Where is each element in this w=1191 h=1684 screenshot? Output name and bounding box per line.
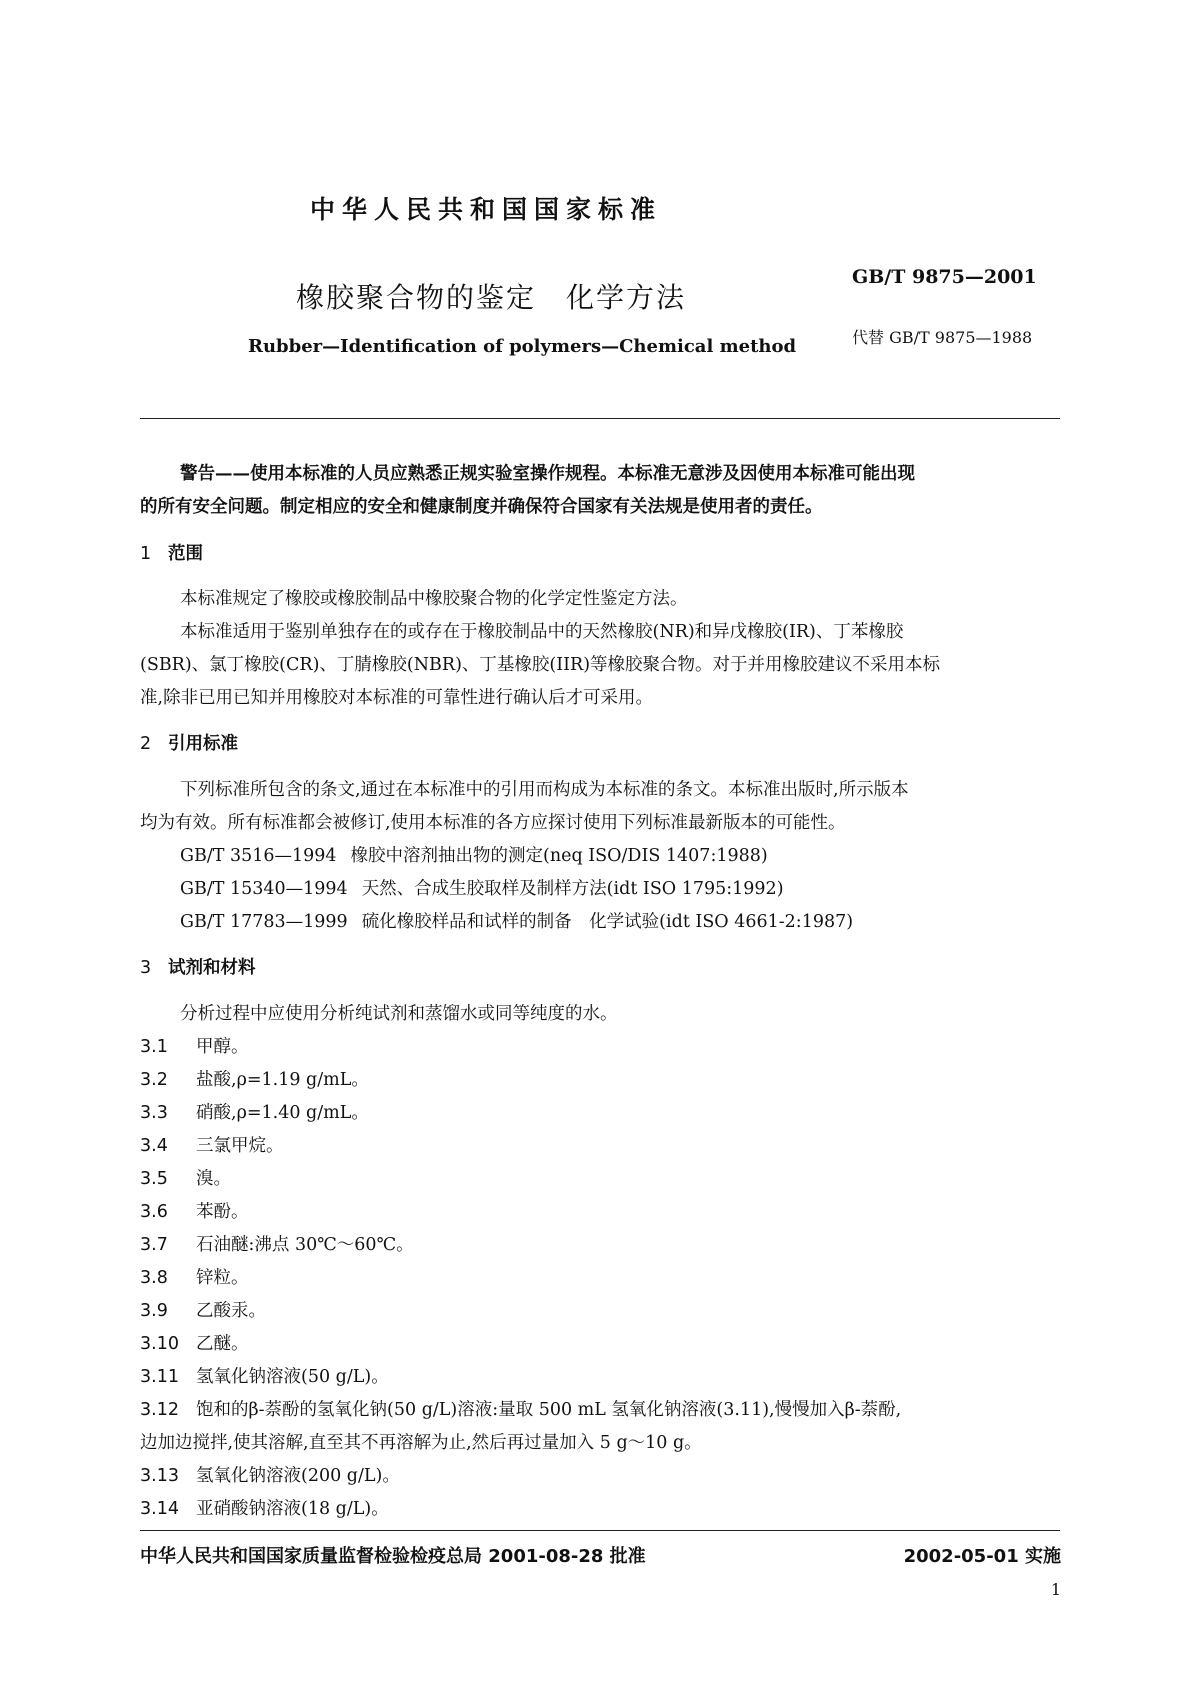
- reagent-item: [140, 1462, 400, 1487]
- section-1-heading: [140, 540, 203, 565]
- implementation-date: 2002-05-01 实施: [903, 1546, 1061, 1567]
- reagent-text: 亚硝酸钠溶液(18 g/L)。: [196, 1499, 389, 1519]
- footer-divider: [140, 1530, 1060, 1531]
- reagent-item-continuation: 边加边搅拌,使其溶解,直至其不再溶解为止,然后再过量加入 5 g～10 g。: [140, 1433, 702, 1453]
- reagent-text: 氢氧化钠溶液(50 g/L)。: [196, 1367, 389, 1387]
- reference-title: 橡胶中溶剂抽出物的测定(neq ISO/DIS 1407:1988): [350, 846, 768, 866]
- reagent-number: 3.11: [140, 1367, 179, 1387]
- approval-statement: 中华人民共和国国家质量监督检验检疫总局 2001-08-28 批准: [140, 1546, 646, 1567]
- standard-code: GB/T 9875—2001: [852, 266, 1037, 288]
- reagent-number: 3.12: [140, 1400, 179, 1420]
- page-number: 1: [1050, 1580, 1061, 1599]
- reagent-number: 3.2: [140, 1070, 168, 1090]
- reagent-number: 3.7: [140, 1235, 168, 1255]
- reagent-number: 3.3: [140, 1103, 168, 1123]
- reagent-item: [140, 1132, 284, 1157]
- reagent-text: 硝酸,ρ=1.40 g/mL。: [196, 1103, 369, 1123]
- section-3-intro: 分析过程中应使用分析纯试剂和蒸馏水或同等纯度的水。: [180, 1004, 618, 1024]
- reagent-item: [140, 1396, 901, 1421]
- reagent-text: 乙醚。: [196, 1334, 249, 1354]
- reagent-text: 苯酚。: [196, 1202, 249, 1222]
- reagent-item: [140, 1495, 389, 1520]
- reagent-text: 石油醚:沸点 30℃～60℃。: [196, 1235, 414, 1255]
- reagent-number: 3.8: [140, 1268, 168, 1288]
- reference-code: GB/T 17783—1999: [180, 912, 348, 932]
- reference-code: GB/T 3516—1994: [180, 846, 337, 866]
- reagent-text: 乙酸汞。: [196, 1301, 266, 1321]
- reagent-item: [140, 1033, 249, 1058]
- reagent-number: 3.5: [140, 1169, 168, 1189]
- national-standard-heading: 中华人民共和国国家标准: [310, 195, 663, 224]
- reagent-number: 3.10: [140, 1334, 179, 1354]
- reagent-number: 3.14: [140, 1499, 179, 1519]
- reagent-number: 3.1: [140, 1037, 168, 1057]
- reagent-number: 3.13: [140, 1466, 179, 1486]
- reagent-text: 甲醇。: [196, 1037, 249, 1057]
- reagent-text: 饱和的β-萘酚的氢氧化钠(50 g/L)溶液:量取 500 mL 氢氧化钠溶液(3.11),慢慢加入β-萘酚,: [196, 1400, 902, 1420]
- reagent-item: [140, 1297, 266, 1322]
- reagent-item: [140, 1330, 249, 1355]
- reference-item: [180, 908, 853, 933]
- section-2-title: 引用标准: [168, 734, 238, 754]
- reagent-text: 锌粒。: [196, 1268, 249, 1288]
- warning-line-1: 警告——使用本标准的人员应熟悉正规实验室操作规程。本标准无意涉及因使用本标准可能出现: [180, 464, 915, 484]
- reagent-item: [140, 1264, 249, 1289]
- section-1-para-1: 本标准规定了橡胶或橡胶制品中橡胶聚合物的化学定性鉴定方法。: [180, 589, 688, 609]
- section-2-heading: [140, 730, 238, 755]
- section-2-number: 2: [140, 734, 152, 754]
- section-3-number: 3: [140, 958, 152, 978]
- replaces-standard: 代替 GB/T 9875—1988: [852, 328, 1033, 347]
- section-1-title: 范围: [168, 544, 203, 564]
- reference-title: 硫化橡胶样品和试样的制备 化学试验(idt ISO 4661-2:1987): [361, 912, 854, 932]
- reagent-text: 氢氧化钠溶液(200 g/L)。: [196, 1466, 400, 1486]
- reagent-text: 盐酸,ρ=1.19 g/mL。: [196, 1070, 369, 1090]
- section-1-para-2-line-3: 准,除非已用已知并用橡胶对本标准的可靠性进行确认后才可采用。: [140, 688, 654, 708]
- reagent-text: 三氯甲烷。: [196, 1136, 284, 1156]
- reagent-text: 溴。: [196, 1169, 231, 1189]
- reference-item: [180, 842, 768, 867]
- reagent-number: 3.9: [140, 1301, 168, 1321]
- reference-code: GB/T 15340—1994: [180, 879, 348, 899]
- header-divider: [140, 418, 1060, 419]
- reagent-item: [140, 1363, 389, 1388]
- section-1-para-2-line-2: (SBR)、氯丁橡胶(CR)、丁腈橡胶(NBR)、丁基橡胶(IIR)等橡胶聚合物。对于并用橡胶建议不采用本标: [140, 655, 941, 675]
- section-3-title: 试剂和材料: [168, 958, 256, 978]
- reagent-item: [140, 1198, 249, 1223]
- warning-line-2: 的所有安全问题。制定相应的安全和健康制度并确保符合国家有关法规是使用者的责任。: [140, 497, 823, 517]
- reagent-item: [140, 1099, 369, 1124]
- reference-item: [180, 875, 784, 900]
- section-2-para-line-1: 下列标准所包含的条文,通过在本标准中的引用而构成为本标准的条文。本标准出版时,所示版本: [180, 780, 909, 800]
- section-2-para-line-2: 均为有效。所有标准都会被修订,使用本标准的各方应探讨使用下列标准最新版本的可能性。: [140, 813, 846, 833]
- reagent-item: [140, 1231, 414, 1256]
- document-title-english: Rubber—Identification of polymers—Chemical method: [248, 336, 797, 357]
- reagent-item: [140, 1165, 231, 1190]
- document-title-chinese: 橡胶聚合物的鉴定 化学方法: [296, 281, 687, 314]
- section-1-para-2-line-1: 本标准适用于鉴别单独存在的或存在于橡胶制品中的天然橡胶(NR)和异戊橡胶(IR)、丁苯橡胶: [180, 622, 904, 642]
- reagent-number: 3.6: [140, 1202, 168, 1222]
- reagent-item: [140, 1066, 369, 1091]
- reference-title: 天然、合成生胶取样及制样方法(idt ISO 1795:1992): [361, 879, 784, 899]
- reagent-number: 3.4: [140, 1136, 168, 1156]
- section-3-heading: [140, 954, 256, 979]
- section-1-number: 1: [140, 544, 152, 564]
